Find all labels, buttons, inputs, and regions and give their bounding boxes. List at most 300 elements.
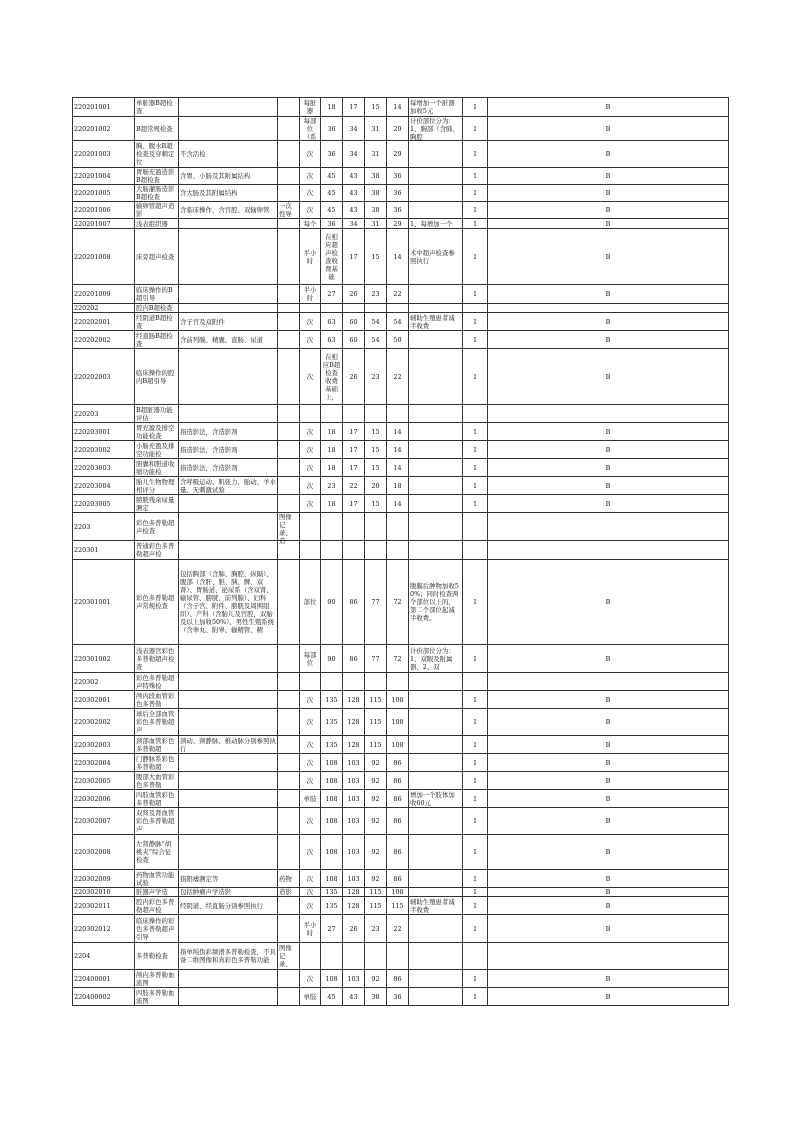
content-cell <box>179 835 278 870</box>
item-code-cell: 220302004 <box>73 754 135 772</box>
price-cell: 18 <box>321 459 343 477</box>
unit-cell <box>300 541 321 560</box>
item-code-cell: 220201002 <box>73 117 135 141</box>
item-code-cell: 220203001 <box>73 423 135 441</box>
content-cell <box>179 541 278 560</box>
grade-cell: 1 <box>463 754 488 772</box>
content-cell <box>179 495 278 513</box>
price-cell: 45 <box>321 202 343 219</box>
price-cell: 29 <box>387 219 409 229</box>
unit-cell: 单肢 <box>300 790 321 808</box>
item-name-cell: 门静脉系彩色多普勒超 <box>135 754 179 772</box>
note-cell <box>409 185 463 202</box>
unit-cell: 部位 <box>300 560 321 645</box>
note-cell <box>409 168 463 185</box>
unit-cell <box>300 304 321 313</box>
price-cell: 92 <box>365 754 387 772</box>
price-cell: 36 <box>387 185 409 202</box>
price-cell: 38 <box>365 988 387 1006</box>
item-name-cell: 颅内段血管彩色多普勒 <box>135 691 179 709</box>
unit-cell: 次 <box>300 313 321 331</box>
item-code-cell: 220202003 <box>73 349 135 405</box>
item-code-cell: 220203005 <box>73 495 135 513</box>
price-cell: 17 <box>343 495 365 513</box>
unit-cell: 次 <box>300 141 321 168</box>
unit-cell: 次 <box>300 772 321 790</box>
price-cell: 38 <box>365 185 387 202</box>
item-name-cell: 浅表组织器 <box>135 219 179 229</box>
grade-cell: 1 <box>463 219 488 229</box>
item-code-cell: 220301 <box>73 541 135 560</box>
price-cell: 103 <box>343 790 365 808</box>
grade-cell: 1 <box>463 441 488 459</box>
note-cell <box>409 970 463 988</box>
note-cell: 辅助生殖患者减半收费 <box>409 313 463 331</box>
unit-cell: 半小时 <box>300 915 321 943</box>
item-code-cell: 220202001 <box>73 313 135 331</box>
price-cell: 18 <box>387 477 409 495</box>
grade-cell: 1 <box>463 168 488 185</box>
price-cell: 108 <box>321 970 343 988</box>
note-cell <box>409 943 463 970</box>
category-cell: B <box>488 988 729 1006</box>
note-cell <box>409 513 463 541</box>
price-cell <box>365 673 387 691</box>
excluded-cell: 造影 <box>278 888 300 897</box>
item-code-cell: 220201008 <box>73 229 135 285</box>
price-cell <box>365 541 387 560</box>
price-cell: 135 <box>321 897 343 915</box>
item-code-cell: 220201006 <box>73 202 135 219</box>
price-cell: 26 <box>343 915 365 943</box>
item-code-cell: 220302 <box>73 673 135 691</box>
note-cell: 辅助生殖患者减半收费 <box>409 897 463 915</box>
price-cell: 31 <box>365 141 387 168</box>
content-cell <box>179 772 278 790</box>
item-name-cell: 四肢血管彩色多普勒超 <box>135 790 179 808</box>
excluded-cell <box>278 459 300 477</box>
price-cell: 115 <box>365 897 387 915</box>
table-row <box>73 541 729 560</box>
content-cell <box>179 117 278 141</box>
price-cell <box>343 943 365 970</box>
category-cell: B <box>488 790 729 808</box>
table-row <box>73 645 729 673</box>
price-cell: 108 <box>387 888 409 897</box>
unit-cell: 次 <box>300 168 321 185</box>
item-code-cell: 220302011 <box>73 897 135 915</box>
item-code-cell: 220302009 <box>73 870 135 888</box>
content-cell: 指单纯伪彩频谱多普勒检查，不具备二维图像和真彩色多普勒功能 <box>179 943 278 970</box>
note-cell <box>409 285 463 304</box>
table-row <box>73 202 729 219</box>
unit-cell: 单肢 <box>300 988 321 1006</box>
table-row <box>73 709 729 736</box>
excluded-cell <box>278 98 300 117</box>
table-row <box>73 870 729 888</box>
unit-cell: 次 <box>300 349 321 405</box>
content-cell: 指造影法，含造影剂 <box>179 423 278 441</box>
price-cell: 115 <box>365 736 387 754</box>
excluded-cell: 一次性导 <box>278 202 300 219</box>
note-cell: 计价部位分为：1、双眼及附属器、2、双 <box>409 645 463 673</box>
item-name-cell: 浅表器官彩色多普勒超声检查 <box>135 645 179 673</box>
price-cell: 86 <box>387 754 409 772</box>
category-cell: B <box>488 888 729 897</box>
price-cell: 54 <box>365 331 387 349</box>
category-cell: B <box>488 98 729 117</box>
item-name-cell: B超脏器功能评估 <box>135 405 179 423</box>
price-cell: 86 <box>387 772 409 790</box>
content-cell: 不含活检 <box>179 141 278 168</box>
table-row <box>73 673 729 691</box>
item-name-cell: 颅内多普勒血流图 <box>135 970 179 988</box>
note-cell <box>409 691 463 709</box>
content-cell: 颈动、颈静脉、椎动脉分别参照执行 <box>180 736 276 753</box>
item-name-cell: 临床操作的腔内B超引导 <box>135 349 179 405</box>
table-row <box>73 513 729 541</box>
price-cell: 14 <box>387 441 409 459</box>
unit-cell: 每部位 <box>300 645 321 673</box>
item-name-cell: 彩色多普勒超声常规检查 <box>135 560 179 645</box>
note-cell: 计价部位分为：1、胸部（含肺、胸腔 <box>409 117 463 141</box>
excluded-cell <box>278 141 300 168</box>
excluded-cell <box>278 168 300 185</box>
table-row <box>73 423 729 441</box>
category-cell: B <box>488 477 729 495</box>
price-cell <box>365 513 387 541</box>
table-row <box>73 915 729 943</box>
note-cell <box>409 202 463 219</box>
unit-cell: 次 <box>300 808 321 835</box>
excluded-cell <box>278 405 300 423</box>
table-row <box>73 313 729 331</box>
category-cell: B <box>488 835 729 870</box>
price-cell: 26 <box>343 349 365 405</box>
excluded-cell <box>278 790 300 808</box>
category-cell: B <box>488 168 729 185</box>
table-row <box>73 835 729 870</box>
price-cell <box>321 673 343 691</box>
note-cell <box>409 423 463 441</box>
table-row <box>73 349 729 405</box>
category-cell: B <box>488 772 729 790</box>
item-name-cell: 临床操作的B超引导 <box>135 285 179 304</box>
content-cell: 包括肿瘤声学造影 <box>179 888 278 897</box>
note-cell <box>409 754 463 772</box>
excluded-cell <box>278 915 300 943</box>
item-code-cell: 2204 <box>73 943 135 970</box>
item-code-cell: 220302012 <box>73 915 135 943</box>
item-code-cell: 220202 <box>73 304 135 313</box>
price-cell: 17 <box>343 229 365 285</box>
table-row <box>73 897 729 915</box>
price-table <box>72 97 729 1006</box>
grade-cell: 1 <box>463 988 488 1006</box>
note-cell <box>409 141 463 168</box>
item-name-cell: 小肠充盈及排空功能检 <box>135 441 179 459</box>
category-cell: B <box>488 185 729 202</box>
excluded-cell <box>278 736 300 754</box>
excluded-cell <box>278 441 300 459</box>
price-cell: 38 <box>365 168 387 185</box>
price-cell: 86 <box>387 790 409 808</box>
note-cell: 1、每增加一个 <box>409 219 463 229</box>
item-name-cell: B超常规检查 <box>135 117 179 141</box>
price-cell: 108 <box>387 691 409 709</box>
price-cell <box>387 541 409 560</box>
price-cell: 36 <box>321 117 343 141</box>
note-cell <box>409 915 463 943</box>
table-row <box>73 970 729 988</box>
price-cell: 20 <box>365 477 387 495</box>
grade-cell: 1 <box>463 772 488 790</box>
content-cell: 指造影法，含造影剂 <box>179 441 278 459</box>
price-cell: 92 <box>365 808 387 835</box>
item-name-cell: 腔内B超检查 <box>135 304 179 313</box>
note-cell <box>409 888 463 897</box>
unit-cell: 次 <box>300 423 321 441</box>
item-code-cell: 220301001 <box>73 560 135 645</box>
grade-cell: 1 <box>463 709 488 736</box>
excluded-cell <box>278 331 300 349</box>
price-cell: 60 <box>343 313 365 331</box>
unit-cell: 次 <box>300 185 321 202</box>
unit-cell: 每部位（系 <box>300 117 321 141</box>
item-code-cell: 220201005 <box>73 185 135 202</box>
note-cell <box>409 673 463 691</box>
note-cell <box>409 988 463 1006</box>
item-code-cell: 220201007 <box>73 219 135 229</box>
unit-cell: 次 <box>300 888 321 897</box>
item-name-cell: 脏器声学造 <box>135 888 179 897</box>
table-row <box>73 229 729 285</box>
unit-cell: 次 <box>300 897 321 915</box>
grade-cell: 1 <box>463 560 488 645</box>
unit-cell: 每脏器 <box>300 98 321 117</box>
item-name-cell: 输卵管超声造影 <box>135 202 179 219</box>
item-name-cell: 胃充盈及排空功能检查 <box>135 423 179 441</box>
price-cell: 34 <box>343 141 365 168</box>
price-cell: 14 <box>387 459 409 477</box>
price-cell: 103 <box>343 754 365 772</box>
item-name-cell: 膀胱残余尿量测定 <box>135 495 179 513</box>
table-row <box>73 691 729 709</box>
price-cell: 128 <box>343 691 365 709</box>
item-name-cell: 普通彩色多普勒超声检 <box>135 541 179 560</box>
note-cell: 腹膜后肿物加收50%；同时检查两个部位以上的，第二个部位起减半收费。 <box>409 560 463 645</box>
price-cell: 77 <box>365 560 387 645</box>
category-cell: B <box>488 219 729 229</box>
item-code-cell: 220201009 <box>73 285 135 304</box>
grade-cell: 1 <box>463 495 488 513</box>
price-cell: 92 <box>365 835 387 870</box>
note-cell <box>409 441 463 459</box>
table-row <box>73 141 729 168</box>
category-cell: B <box>488 691 729 709</box>
note-cell <box>409 709 463 736</box>
category-cell: B <box>488 736 729 754</box>
price-cell: 15 <box>365 98 387 117</box>
item-code-cell: 220203003 <box>73 459 135 477</box>
grade-cell: 1 <box>463 185 488 202</box>
item-code-cell: 220302003 <box>73 736 135 754</box>
note-cell <box>409 835 463 870</box>
category-cell: B <box>488 560 729 645</box>
item-name-cell: 胸、腹水B超检查及穿刺定位 <box>135 141 179 168</box>
unit-cell: 次 <box>300 691 321 709</box>
price-cell: 103 <box>343 808 365 835</box>
note-cell <box>409 349 463 405</box>
excluded-cell <box>278 754 300 772</box>
category-cell <box>488 541 729 560</box>
category-cell: B <box>488 202 729 219</box>
grade-cell: 1 <box>463 897 488 915</box>
excluded-cell <box>278 645 300 673</box>
unit-cell: 次 <box>300 736 321 754</box>
item-code-cell: 220203002 <box>73 441 135 459</box>
price-cell: 27 <box>321 915 343 943</box>
excluded-cell <box>278 477 300 495</box>
price-cell: 15 <box>365 423 387 441</box>
category-cell: B <box>488 970 729 988</box>
excluded-cell <box>278 897 300 915</box>
price-cell: 50 <box>387 331 409 349</box>
price-cell: 90 <box>321 645 343 673</box>
item-code-cell: 220201001 <box>73 98 135 117</box>
price-cell: 22 <box>387 915 409 943</box>
table-row <box>73 790 729 808</box>
price-cell: 23 <box>365 349 387 405</box>
price-cell <box>321 304 343 313</box>
price-cell: 14 <box>387 495 409 513</box>
price-cell: 36 <box>321 141 343 168</box>
item-name-cell: 胎儿生物物理相评分 <box>135 477 179 495</box>
price-cell <box>343 304 365 313</box>
category-cell: B <box>488 285 729 304</box>
price-cell: 15 <box>365 459 387 477</box>
table-row <box>73 772 729 790</box>
table-row <box>73 808 729 835</box>
price-cell: 108 <box>387 709 409 736</box>
category-cell: B <box>488 870 729 888</box>
item-name-cell: 临床操作的彩色多普勒超声引导 <box>135 915 179 943</box>
price-cell: 14 <box>387 98 409 117</box>
price-cell: 43 <box>343 185 365 202</box>
table-row <box>73 285 729 304</box>
price-cell: 31 <box>365 219 387 229</box>
price-cell: 22 <box>387 285 409 304</box>
grade-cell <box>463 304 488 313</box>
price-cell: 在相应超声检查收费基础 <box>321 229 343 285</box>
price-cell: 45 <box>321 168 343 185</box>
content-cell <box>179 219 278 229</box>
price-cell: 92 <box>365 970 387 988</box>
content-cell <box>179 285 278 304</box>
price-cell <box>387 304 409 313</box>
excluded-cell <box>278 988 300 1006</box>
price-cell <box>365 943 387 970</box>
item-code-cell: 220302006 <box>73 790 135 808</box>
table-row <box>73 754 729 772</box>
price-cell: 18 <box>321 423 343 441</box>
grade-cell: 1 <box>463 691 488 709</box>
price-cell: 115 <box>365 709 387 736</box>
item-name-cell: 床旁超声检查 <box>135 229 179 285</box>
category-cell: B <box>488 897 729 915</box>
category-cell: B <box>488 349 729 405</box>
item-code-cell: 220302008 <box>73 835 135 870</box>
price-cell: 90 <box>321 560 343 645</box>
item-code-cell: 220302002 <box>73 709 135 736</box>
excluded-cell <box>278 229 300 285</box>
price-cell <box>365 304 387 313</box>
price-cell <box>387 943 409 970</box>
note-cell <box>409 405 463 423</box>
unit-cell: 次 <box>300 202 321 219</box>
price-cell: 29 <box>387 141 409 168</box>
table-row <box>73 988 729 1006</box>
note-cell: 术中超声检查参照执行 <box>409 229 463 285</box>
grade-cell: 1 <box>463 915 488 943</box>
grade-cell: 1 <box>463 98 488 117</box>
unit-cell: 次 <box>300 441 321 459</box>
content-cell: 含呼吸运动、肌张力、胎动、羊水量、无刺激试验 <box>180 477 276 494</box>
note-cell <box>409 736 463 754</box>
unit-cell: 次 <box>300 331 321 349</box>
price-cell: 29 <box>387 117 409 141</box>
price-cell: 15 <box>365 229 387 285</box>
price-cell: 115 <box>365 691 387 709</box>
unit-cell: 半小时 <box>300 229 321 285</box>
item-name-cell: 球后全部血管彩色多普勒超声 <box>135 709 179 736</box>
item-name-cell: 胆囊和胆道收缩功能检 <box>135 459 179 477</box>
excluded-cell: 药物 <box>278 870 300 888</box>
excluded-cell <box>278 285 300 304</box>
item-name-cell: 经阴道B超检查 <box>135 313 179 331</box>
price-cell: 128 <box>343 888 365 897</box>
price-cell: 72 <box>387 560 409 645</box>
item-name-cell: 左肾静脉“胡桃夹”综合征检查 <box>135 835 179 870</box>
price-cell: 115 <box>365 888 387 897</box>
item-code-cell: 220302007 <box>73 808 135 835</box>
category-cell <box>488 405 729 423</box>
content-cell <box>179 229 278 285</box>
content-cell <box>179 808 278 835</box>
item-name-cell: 颈部血管彩色多普勒超 <box>135 736 179 754</box>
note-cell: 每增加一个脏器加收5元 <box>409 98 463 117</box>
item-code-cell: 220302005 <box>73 772 135 790</box>
price-cell: 15 <box>365 495 387 513</box>
item-code-cell: 220201003 <box>73 141 135 168</box>
item-name-cell: 彩色多普勒超声特殊检 <box>135 673 179 691</box>
item-name-cell: 四肢多普勒血流图 <box>135 988 179 1006</box>
content-cell <box>179 988 278 1006</box>
unit-cell: 次 <box>300 870 321 888</box>
grade-cell: 1 <box>463 459 488 477</box>
price-cell: 135 <box>321 691 343 709</box>
item-name-cell: 双肾及肾血管彩色多普勒超声 <box>135 808 179 835</box>
excluded-cell: 图像记录、造 <box>278 513 300 541</box>
excluded-cell <box>278 673 300 691</box>
grade-cell: 1 <box>463 808 488 835</box>
table-row <box>73 459 729 477</box>
item-name-cell: 胃肠充盈造影B超检查 <box>135 168 179 185</box>
excluded-cell <box>278 835 300 870</box>
table-row <box>73 117 729 141</box>
grade-cell <box>463 405 488 423</box>
price-cell: 86 <box>387 835 409 870</box>
